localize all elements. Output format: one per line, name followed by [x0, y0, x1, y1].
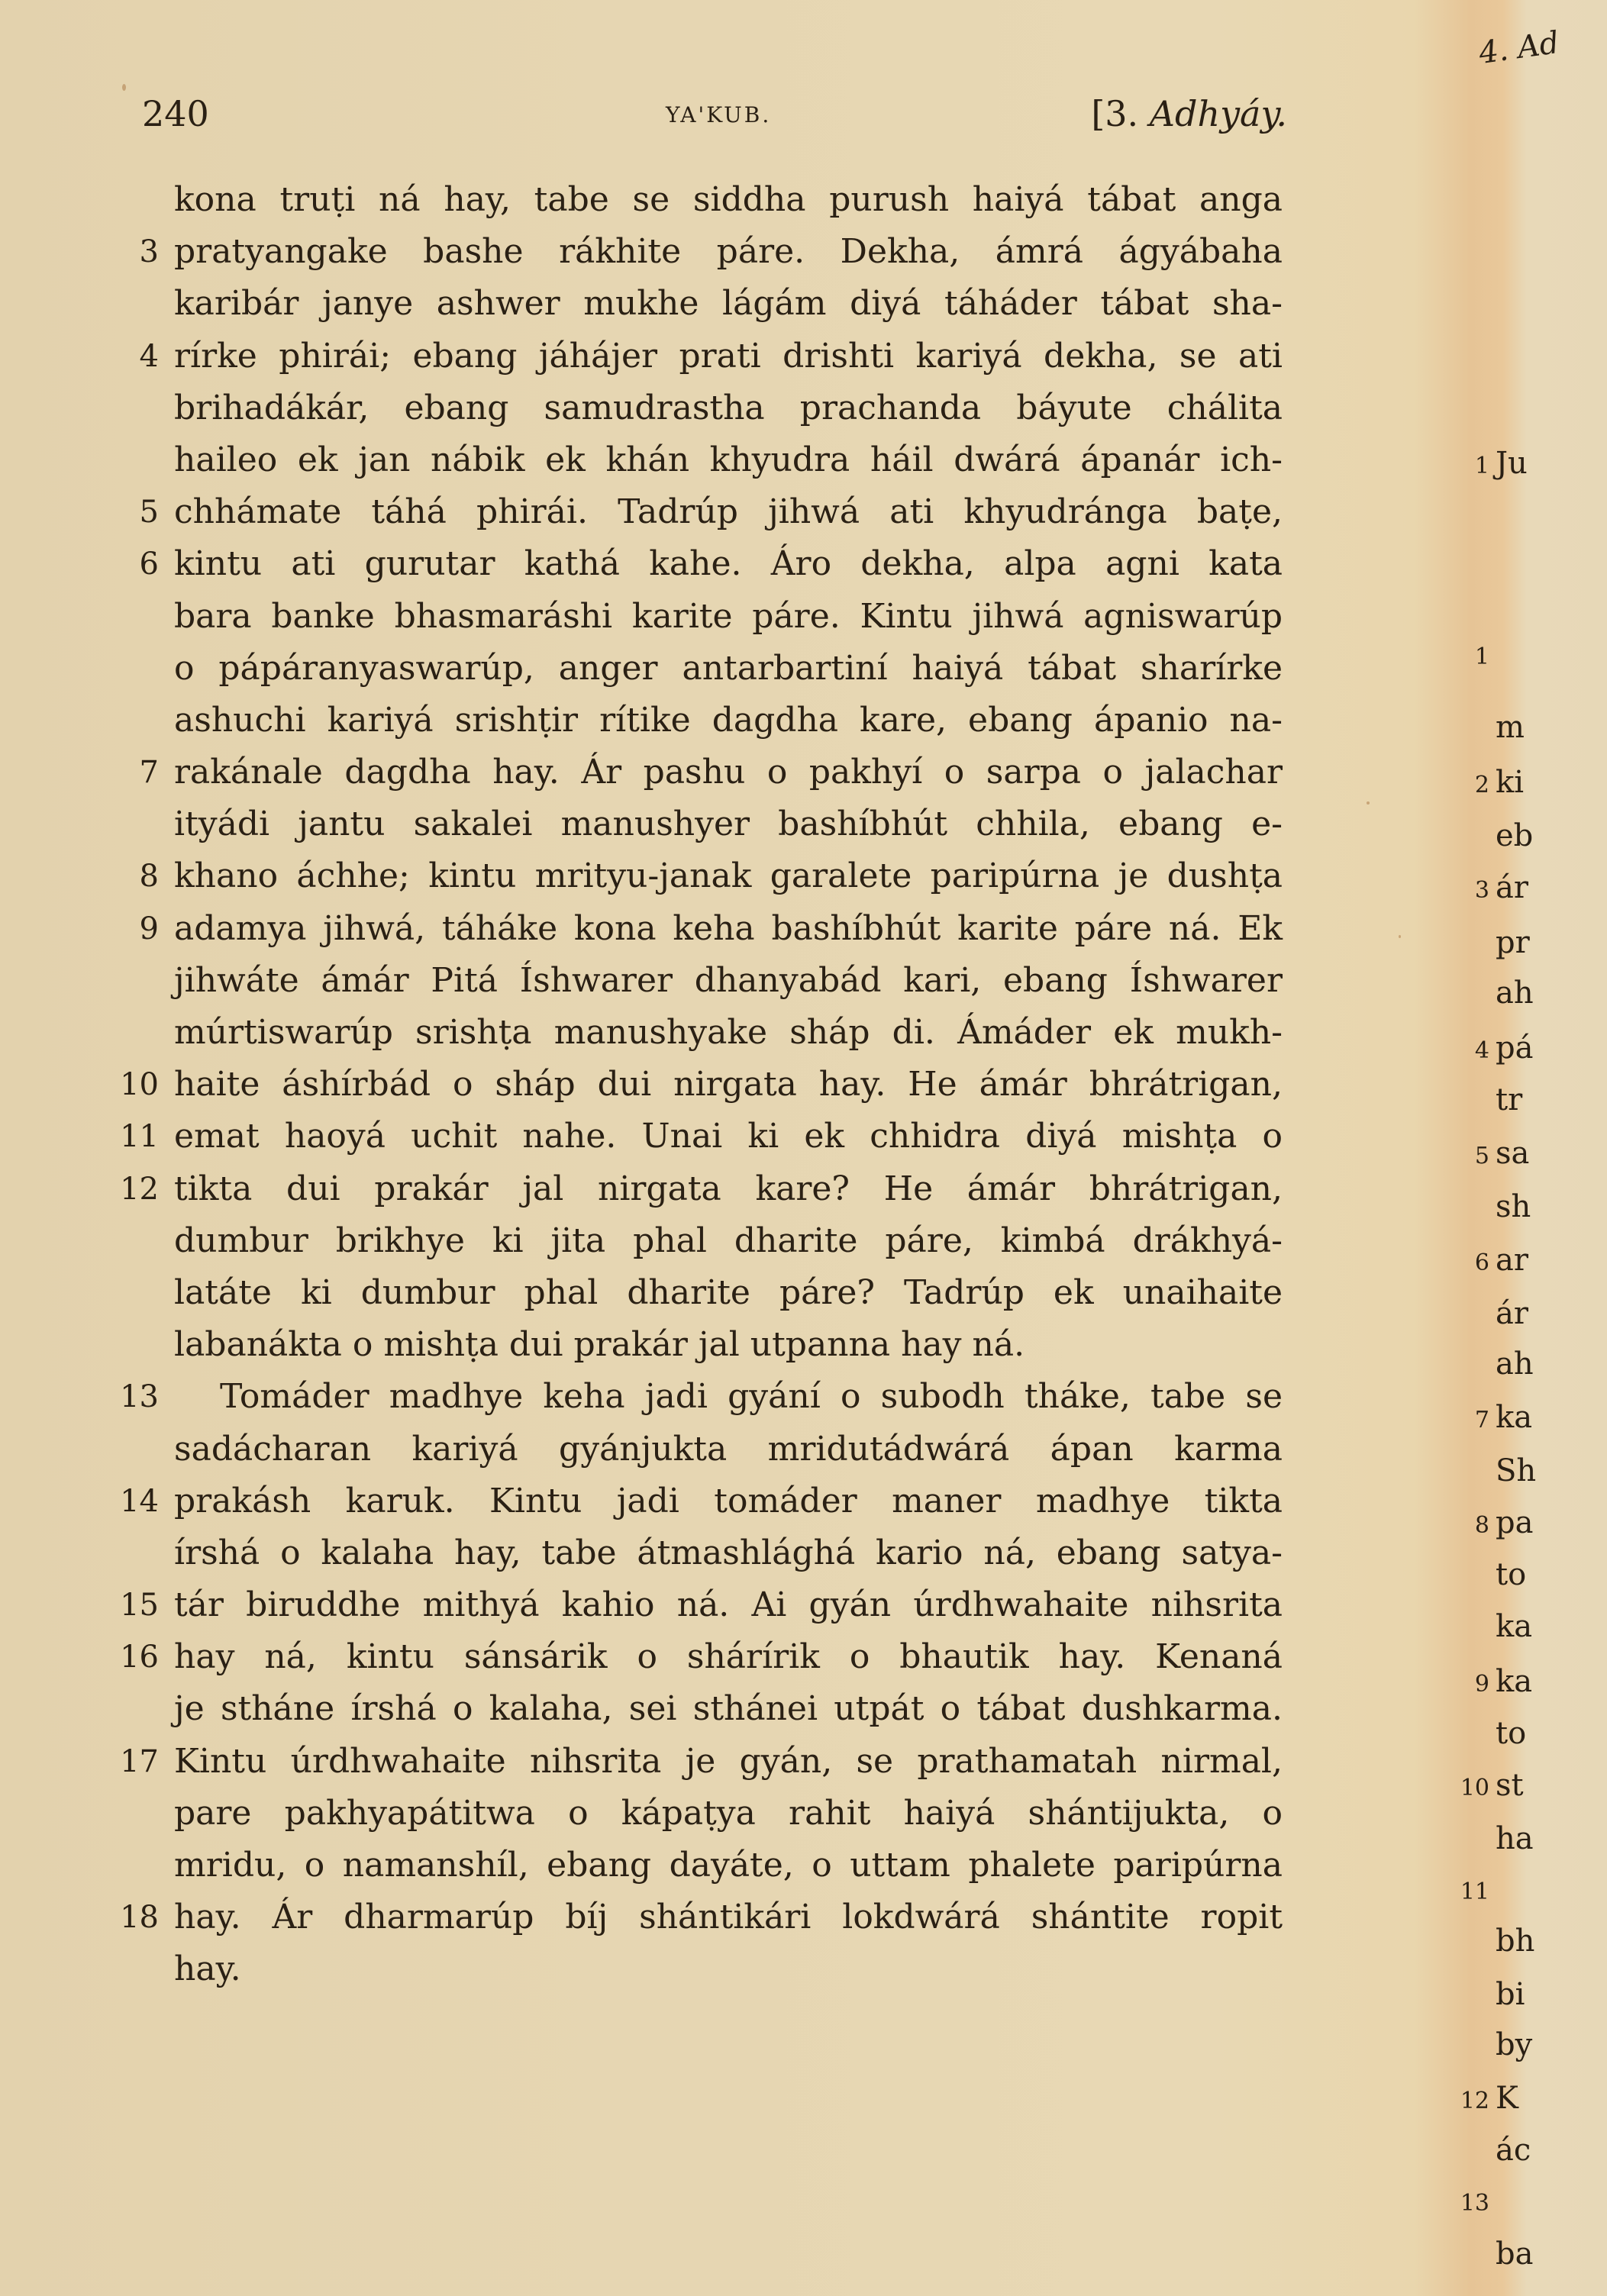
verse-number: 3 — [139, 234, 159, 270]
line-fragment: tr — [1496, 1082, 1523, 1117]
text-line — [107, 1215, 1298, 1267]
line-fragment: ar — [1496, 1243, 1528, 1278]
paper-blemish — [1399, 935, 1401, 938]
adjacent-page-line — [1454, 1766, 1607, 1807]
verse-number: 14 — [120, 1483, 159, 1519]
line-fragment: pa — [1496, 1505, 1534, 1540]
text-line — [107, 226, 1298, 278]
adjacent-page-line — [1454, 2235, 1607, 2273]
line-fragment: sa — [1496, 1136, 1530, 1171]
line-text: kona truṭi ná hay, tabe se siddha purush haiyá tábat anga — [174, 180, 1283, 219]
line-fragment: ah — [1496, 1346, 1534, 1382]
line-fragment: to — [1496, 1716, 1527, 1751]
adjacent-page-line — [1454, 1241, 1607, 1282]
line-text: Kintu úrdhwahaite nihsrita je gyán, se prathamatah nirmal, — [174, 1741, 1283, 1781]
line-text: pare pakhyapátitwa o kápaṭya rahit haiyá shántijukta, o — [174, 1793, 1283, 1833]
text-line — [107, 1788, 1298, 1840]
line-text: bara banke bhasmaráshi karite páre. Kintu jihwá agniswarúp — [174, 596, 1283, 636]
text-line — [107, 1424, 1298, 1475]
verse-number: 13 — [120, 1379, 159, 1415]
verse-number: 5 — [1474, 1143, 1489, 1169]
verse-number: 13 — [1460, 2190, 1489, 2217]
line-fragment: ác — [1496, 2133, 1531, 2168]
adjacent-page-line — [1454, 974, 1607, 1012]
line-fragment: bi — [1496, 1977, 1525, 2012]
line-text: karibár janye ashwer mukhe lágám diyá táháder tábat sha- — [174, 284, 1283, 324]
line-text: haite áshírbád o sháp dui nirgata hay. He ámár bhrátrigan, — [174, 1065, 1283, 1104]
adjacent-page-line — [1454, 1714, 1607, 1753]
text-line — [107, 1736, 1298, 1788]
paper-blemish — [1367, 801, 1370, 805]
text-line — [107, 1163, 1298, 1215]
adjacent-page-line — [1454, 1134, 1607, 1175]
verse-number: 17 — [120, 1743, 159, 1779]
text-line — [107, 1840, 1298, 1891]
text-line — [107, 798, 1298, 850]
text-line — [107, 850, 1298, 902]
line-text: latáte ki dumbur phal dharite páre? Tadrúp ek unaihaite — [174, 1272, 1283, 1312]
adjacent-page-line — [1454, 1975, 1607, 2014]
verse-number: 5 — [139, 495, 159, 530]
verse-number: 12 — [1460, 2088, 1489, 2114]
line-fragment: bh — [1496, 1924, 1535, 1959]
line-text: kintu ati gurutar kathá kahe. Áro dekha, alpa agni kata — [174, 544, 1283, 584]
text-line — [107, 903, 1298, 955]
text-line — [107, 1371, 1298, 1423]
verse-number: 15 — [120, 1588, 159, 1624]
adjacent-page-line — [1454, 924, 1607, 962]
text-line — [107, 747, 1298, 798]
verse-number: 2 — [1474, 772, 1489, 798]
text-line — [107, 1267, 1298, 1319]
adjacent-page-line — [1454, 1029, 1607, 1070]
line-fragment: sh — [1496, 1189, 1531, 1224]
text-line — [107, 382, 1298, 434]
adjacent-page-line — [1454, 763, 1607, 805]
adjacent-page-line — [1454, 2079, 1607, 2120]
adjacent-page-line — [1454, 2026, 1607, 2064]
line-fragment: ár — [1496, 1296, 1528, 1331]
line-fragment: ki — [1496, 765, 1525, 800]
line-text: tár biruddhe mithyá kahio ná. Ai gyán úrdhwahaite nihsrita — [174, 1585, 1283, 1625]
verse-number: 10 — [1460, 1775, 1489, 1801]
verse-number: 11 — [120, 1119, 159, 1155]
running-title: YA'KUB. — [666, 102, 772, 127]
line-text: adamya jihwá, táháke kona keha bashíbhút karite páre ná. Ek — [174, 908, 1283, 948]
adjacent-page-line — [1454, 1870, 1607, 1911]
line-text: hay. — [174, 1949, 241, 1989]
line-text: írshá o kalaha hay, tabe átmashlághá kario ná, ebang satya- — [174, 1533, 1283, 1572]
adjacent-page-edge — [1454, 0, 1562, 2296]
line-fragment: ka — [1496, 1609, 1533, 1644]
line-text: haileo ek jan nábik ek khán khyudra háil dwárá ápanár ich- — [174, 440, 1283, 479]
verse-number: 8 — [139, 859, 159, 895]
text-line — [107, 1631, 1298, 1683]
verse-number: 9 — [139, 911, 159, 946]
adjacent-page-line — [1454, 1556, 1607, 1594]
text-line — [107, 331, 1298, 382]
line-text: mridu, o namanshíl, ebang dayáte, o uttam phalete paripúrna — [174, 1846, 1283, 1885]
adjacent-page-line — [1454, 1188, 1607, 1226]
adjacent-page-line — [1454, 635, 1607, 676]
line-fragment: ah — [1496, 975, 1534, 1011]
verse-number: 7 — [1474, 1407, 1489, 1433]
verse-number: 1 — [1474, 453, 1489, 479]
verse-number: 1 — [1474, 643, 1489, 670]
text-line — [107, 695, 1298, 747]
line-text: emat haoyá uchit nahe. Unai ki ek chhidra diyá mishṭa o — [174, 1117, 1283, 1156]
text-line — [107, 1579, 1298, 1631]
body-text — [107, 174, 1298, 1996]
text-line — [107, 1007, 1298, 1059]
line-fragment: ka — [1496, 1664, 1533, 1699]
text-line — [107, 174, 1298, 226]
verse-number: 10 — [120, 1067, 159, 1103]
text-line — [107, 591, 1298, 643]
line-text: jihwáte ámár Pitá Íshwarer dhanyabád kari, ebang Íshwarer — [174, 960, 1283, 1000]
line-text: múrtiswarúp srishṭa manushyake sháp di. Ámáder ek mukh- — [174, 1013, 1283, 1052]
line-text: hay ná, kintu sánsárik o shárírik o bhautik hay. Kenaná — [174, 1637, 1283, 1677]
page-header — [142, 93, 1287, 147]
line-text: ityádi jantu sakalei manushyer bashíbhút chhila, ebang e- — [174, 805, 1283, 844]
line-text: khano áchhe; kintu mrityu-janak garalete paripúrna je dushṭa — [174, 856, 1283, 896]
adjacent-page-line — [1454, 2182, 1607, 2223]
line-fragment: to — [1496, 1557, 1527, 1592]
verse-number: 11 — [1460, 1878, 1489, 1905]
adjacent-page-line — [1454, 1452, 1607, 1490]
text-line — [107, 643, 1298, 695]
text-line — [107, 1475, 1298, 1527]
line-fragment: st — [1496, 1768, 1524, 1803]
verse-number: 8 — [1474, 1512, 1489, 1539]
chapter-bracket: [ — [1091, 93, 1105, 134]
text-line — [107, 1059, 1298, 1111]
verse-number: 4 — [139, 338, 159, 374]
line-fragment: pr — [1496, 925, 1530, 960]
line-fragment: pá — [1496, 1030, 1534, 1066]
line-fragment: ha — [1496, 1821, 1534, 1856]
text-line — [107, 1943, 1298, 1995]
verse-number: 18 — [120, 1900, 159, 1936]
adjacent-page-line — [1454, 869, 1607, 910]
adjacent-page-line — [1454, 708, 1607, 747]
adjacent-page-line — [1454, 2131, 1607, 2169]
adjacent-page-line — [1454, 1398, 1607, 1440]
chapter-number: 3. — [1105, 93, 1139, 134]
line-fragment: ba — [1496, 2236, 1534, 2272]
line-fragment: ka — [1496, 1400, 1533, 1435]
adjacent-page-line — [1454, 1345, 1607, 1383]
chapter-reference — [1091, 93, 1287, 134]
adjacent-page-line — [1454, 444, 1607, 485]
line-text: hay. Ár dharmarúp bíj shántikári lokdwárá shántite ropit — [174, 1898, 1283, 1937]
line-text: prakásh karuk. Kintu jadi tomáder maner madhye tikta — [174, 1481, 1283, 1520]
verse-number: 16 — [120, 1640, 159, 1675]
text-line — [107, 1683, 1298, 1735]
adjacent-page-line — [1454, 1081, 1607, 1119]
chapter-label: Adhyáy. — [1149, 93, 1287, 134]
adjacent-page-line — [1454, 1295, 1607, 1333]
line-fragment: Sh — [1496, 1453, 1537, 1488]
verse-number: 9 — [1474, 1671, 1489, 1698]
text-line — [107, 1319, 1298, 1371]
line-text: je stháne írshá o kalaha, sei sthánei utpát o tábat dushkarma. — [174, 1689, 1283, 1729]
line-fragment: K — [1496, 2081, 1518, 2116]
line-text: chhámate táhá phirái. Tadrúp jihwá ati khyudránga baṭe, — [174, 492, 1283, 532]
text-line — [107, 486, 1298, 538]
text-line — [107, 1527, 1298, 1579]
line-text: tikta dui prakár jal nirgata kare? He ámár bhrátrigan, — [174, 1169, 1283, 1208]
paper-blemish — [122, 84, 126, 91]
adjacent-page-line — [1454, 1662, 1607, 1704]
line-fragment: eb — [1496, 818, 1534, 853]
adjacent-page-line — [1454, 1608, 1607, 1646]
line-text: o pápáranyaswarúp, anger antarbartiní haiyá tábat sharírke — [174, 648, 1283, 688]
verse-number: 3 — [1474, 877, 1489, 904]
line-fragment: by — [1496, 2027, 1533, 2062]
line-text: ashuchi kariyá srishṭir rítike dagdha kare, ebang ápanio na- — [174, 700, 1283, 740]
text-line — [107, 434, 1298, 486]
text-line — [107, 1891, 1298, 1943]
text-line — [107, 955, 1298, 1007]
line-text: dumbur brikhye ki jita phal dharite páre, kimbá drákhyá- — [174, 1221, 1283, 1260]
line-text: labanákta o mishṭa dui prakár jal utpanna hay ná. — [174, 1325, 1025, 1365]
page-number: 240 — [142, 93, 209, 134]
line-fragment: Ju — [1496, 446, 1528, 481]
verse-number: 12 — [120, 1171, 159, 1207]
verse-number: 4 — [1474, 1037, 1489, 1064]
verse-number: 6 — [139, 547, 159, 582]
text-line — [107, 538, 1298, 590]
text-line — [107, 1111, 1298, 1163]
line-text: brihadákár, ebang samudrastha prachanda báyute chálita — [174, 388, 1283, 427]
adjacent-page-line — [1454, 817, 1607, 855]
verse-number: 6 — [1474, 1250, 1489, 1276]
adjacent-page-line — [1454, 1504, 1607, 1545]
line-fragment: m — [1496, 710, 1525, 745]
line-fragment: ár — [1496, 870, 1528, 905]
line-text: pratyangake bashe rákhite páre. Dekha, ámrá ágyábaha — [174, 232, 1283, 272]
verse-number: 7 — [139, 755, 159, 791]
line-text: Tomáder madhye keha jadi gyání o subodh tháke, tabe se — [220, 1377, 1283, 1417]
adjacent-page-line — [1454, 1922, 1607, 1960]
adjacent-page-line — [1454, 1820, 1607, 1858]
adjacent-page-header: 4. Ad — [1476, 24, 1562, 72]
line-text: rírke phirái; ebang jáhájer prati drishti kariyá dekha, se ati — [174, 336, 1283, 376]
line-text: rakánale dagdha hay. Ár pashu o pakhyí o sarpa o jalachar — [174, 753, 1283, 792]
line-text: sadácharan kariyá gyánjukta mridutádwárá ápan karma — [174, 1429, 1283, 1469]
text-line — [107, 278, 1298, 330]
